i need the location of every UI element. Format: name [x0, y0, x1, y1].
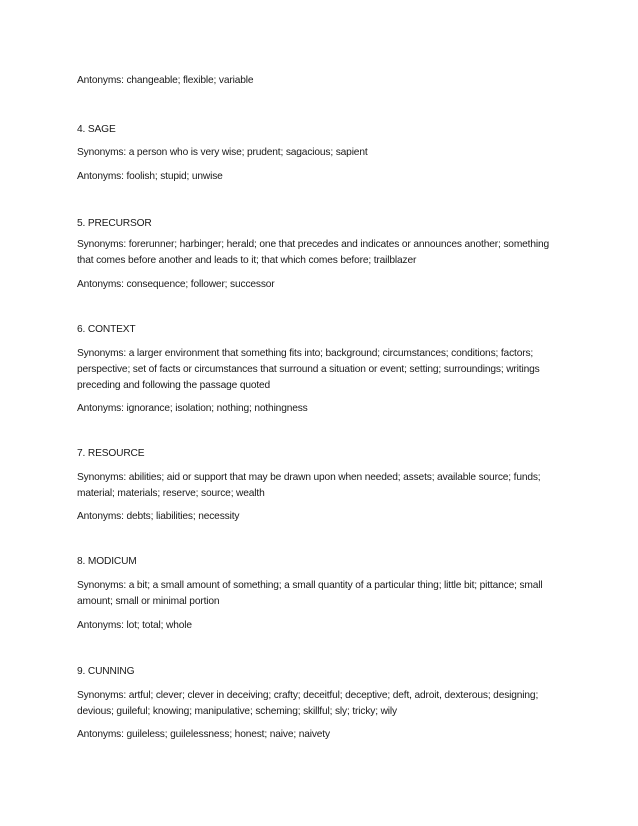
entry-heading-precursor: 5. PRECURSOR [77, 218, 152, 229]
entry-synonyms-sage: Synonyms: a person who is very wise; prudent; sagacious; sapient [77, 147, 368, 158]
entry-heading-modicum: 8. MODICUM [77, 556, 137, 567]
intro-antonyms: Antonyms: changeable; flexible; variable [77, 75, 254, 86]
entry-heading-cunning: 9. CUNNING [77, 666, 135, 677]
entry-synonyms-cunning: Synonyms: artful; clever; clever in deceiving; crafty; deceitful; deceptive; deft, adroit, dexterous; designing; devious; guileful; knowing; manipulative; scheming; skillful; sly; tricky; wily [77, 690, 539, 717]
entry-synonyms-resource: Synonyms: abilities; aid or support that may be drawn upon when needed; assets; available source; funds; material; materials; reserve; source; wealth [77, 472, 541, 499]
entry-antonyms-modicum: Antonyms: lot; total; whole [77, 620, 192, 631]
entry-antonyms-precursor: Antonyms: consequence; follower; successor [77, 279, 275, 290]
entry-heading-sage: 4. SAGE [77, 124, 116, 135]
entry-synonyms-modicum: Synonyms: a bit; a small amount of something; a small quantity of a particular thing; little bit; pittance; small amount; small or minimal portion [77, 580, 543, 607]
entry-heading-context: 6. CONTEXT [77, 324, 136, 335]
entry-antonyms-context: Antonyms: ignorance; isolation; nothing; nothingness [77, 403, 308, 414]
entry-antonyms-resource: Antonyms: debts; liabilities; necessity [77, 511, 240, 522]
entry-antonyms-sage: Antonyms: foolish; stupid; unwise [77, 171, 223, 182]
entry-antonyms-cunning: Antonyms: guileless; guilelessness; honest; naive; naivety [77, 729, 330, 740]
entry-synonyms-context: Synonyms: a larger environment that something fits into; background; circumstances; conditions; factors; perspective; set of facts or circumstances that surround a situation or event; setting; surroundings; writings preceding and following the passage quoted [77, 348, 540, 391]
entry-heading-resource: 7. RESOURCE [77, 448, 145, 459]
entry-synonyms-precursor: Synonyms: forerunner; harbinger; herald; one that precedes and indicates or announces another; something that comes before another and leads to it; that which comes before; trailblazer [77, 239, 550, 266]
